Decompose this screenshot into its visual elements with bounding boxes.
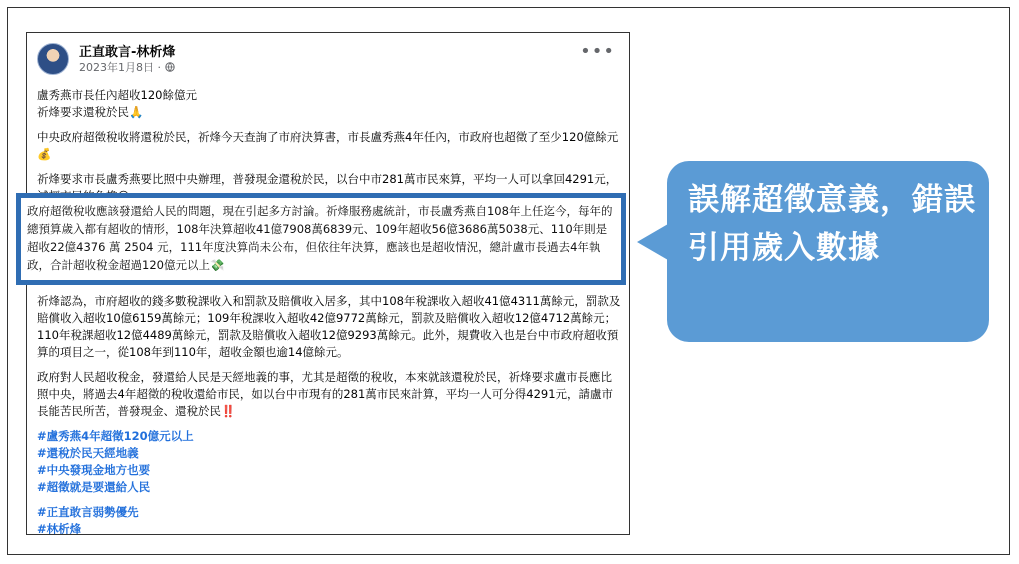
post-body (37, 87, 623, 535)
post-paragraph-6: 政府對人民超收稅金，發還給人民是天經地義的事，尤其是超徵的稅收，本來就該還稅於民，祈烽要求盧市長應比照中央，將過去4年超徵的稅收還給市民，如以台中市現有的281萬市民來計算，平均一人可分得4291元，請盧市長能苦民所苦，普發現金、還稅於民‼️ (37, 370, 614, 418)
globe-icon (165, 62, 175, 72)
hashtag-link[interactable]: #盧秀燕4年超徵120億元以上 (37, 429, 194, 443)
post-paragraph-2: 中央政府超徵稅收將還稅於民，祈烽今天查詢了市府決算書，市長盧秀燕4年任內，市政府也超徵了至少120億餘元💰 (37, 130, 619, 161)
post-author[interactable]: 正直敢言-林析烽 (79, 45, 176, 60)
post-paragraph-3: 祈烽要求市長盧秀燕要比照中央辦理，普發現金還稅於民，以台中市281萬市民來算，平均一人可以拿回4291元， (37, 172, 618, 186)
author-avatar[interactable] (37, 43, 69, 75)
callout-pointer (637, 224, 668, 260)
highlighted-quote-box: 政府超徵稅收應該發還給人民的問題，現在引起多方討論。祈烽服務處統計，市長盧秀燕自108年上任迄今，每年的總預算歲入都有超收的情形，108年決算超收41億7908萬6839元、109年超收56億3686萬5038元、110年則是超收22億4376 萬 2504 元，111年度決算尚未公布，但依往年決算，應該也是超收情況，總計盧市長過去4年執政，合計超收稅金超過120億元以上💸 (16, 193, 626, 285)
hashtag-link[interactable]: #正直敢言弱勢優先 (37, 505, 139, 519)
post-meta: 2023年1月8日 · (79, 59, 175, 75)
hashtag-link[interactable]: #超徵就是要還給人民 (37, 480, 151, 494)
more-options-icon[interactable]: ••• (580, 41, 615, 62)
hashtag-link[interactable]: #還稅於民天經地義 (37, 446, 139, 460)
post-paragraph-5: 祈烽認為，市府超收的錢多數稅課收入和罰款及賠償收入居多，其中108年稅課收入超收41億4311萬餘元，罰款及賠償收入超收10億6159萬餘元；109年稅課收入超收42億9772萬餘元，罰款及賠償收入超收12億4712萬餘元；110年稅課超收12億4489萬餘元，罰款及賠償收入超收12億9293萬餘元。此外，規費收入也是台中市政府超收預算的項目之一，從108年到110年，超收金額也逾14億餘元。 (37, 294, 621, 359)
hashtag-link[interactable]: #中央發現金地方也要 (37, 463, 151, 477)
post-date[interactable]: 2023年1月8日 (79, 61, 154, 74)
post-paragraph-1: 盧秀燕市長任內超收120餘億元 祈烽要求還稅於民🙏 (37, 88, 197, 119)
callout-text: 誤解超徵意義，錯誤引用歲入數據 (688, 182, 976, 266)
hashtag-list (37, 428, 623, 535)
hashtag-link[interactable]: #林析烽 (37, 522, 82, 535)
